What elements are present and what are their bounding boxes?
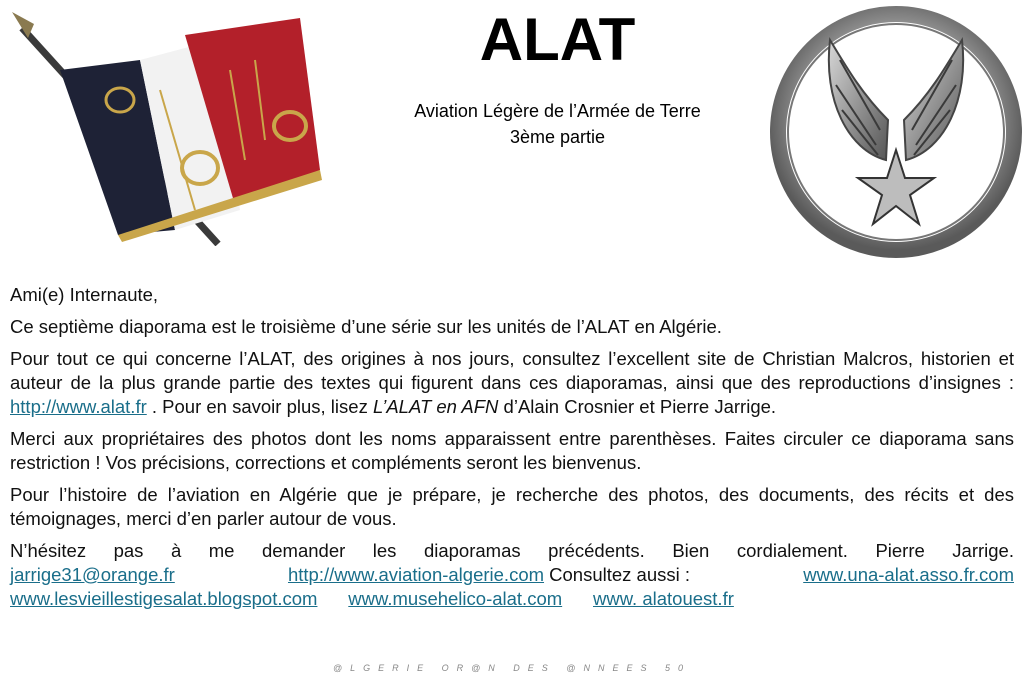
musee-link[interactable]: www.musehelico-alat.com [348, 588, 563, 609]
para2-text-c: d’Alain Crosnier et Pierre Jarrige. [498, 396, 777, 417]
alat-site-link[interactable]: http://www.alat.fr [10, 396, 147, 417]
page-title: ALAT [479, 6, 636, 73]
links-group [288, 563, 690, 587]
body-text [10, 283, 1014, 611]
email-link[interactable]: jarrige31@orange.fr [10, 564, 175, 585]
thanks-paragraph: Merci aux propriétaires des photos dont les noms apparaissent entre parenthèses. Faites circuler ce diaporama sans restriction ! Vos précisions, corrections et compléments seront les bienvenus. [10, 428, 1014, 473]
footer-watermark: @LGERIE OR@N DES @NNEES 50 [333, 663, 691, 673]
aviation-algerie-link[interactable]: http://www.aviation-algerie.com [287, 564, 545, 585]
alatouest-link[interactable]: www. alatouest.fr [593, 588, 734, 609]
insignia-photo [768, 0, 1024, 260]
links-line-2 [10, 587, 1014, 611]
contact-text: N’hésitez pas à me demander les diaporamas précédents. Bien cordialement. Pierre Jarrige. [10, 540, 1014, 561]
subtitle-line-1: Aviation Légère de l’Armée de Terre [414, 101, 701, 121]
consultez-label: Consultez aussi : [549, 564, 691, 585]
page-subtitle [347, 98, 768, 150]
intro-paragraph: Ce septième diaporama est le troisième d’une série sur les unités de l’ALAT en Algérie. [10, 316, 722, 337]
blog-link[interactable]: www.lesvieillestigesalat.blogspot.com [10, 588, 318, 609]
greeting: Ami(e) Internaute, [10, 284, 159, 305]
links-line-1 [10, 563, 1014, 587]
alat-site-paragraph [10, 347, 1014, 419]
book-title: L’ALAT en AFN [372, 396, 499, 417]
contact-paragraph [10, 539, 1014, 611]
una-alat-link[interactable]: www.una-alat.asso.fr.com [803, 564, 1014, 585]
research-paragraph: Pour l’histoire de l’aviation en Algérie que je prépare, je recherche des photos, des documents, des récits et des témoignages, merci d’en parler autour de vous. [10, 484, 1014, 529]
para2-text-b: . Pour en savoir plus, lisez [146, 396, 373, 417]
para2-text-a: Pour tout ce qui concerne l’ALAT, des origines à nos jours, consultez l’excellent site de Christian Malcros, historien et auteur de la plus grande partie des textes qui figurent dans ces diaporamas, ainsi que des reproductions d’insignes : [10, 348, 1014, 393]
subtitle-line-2: 3ème partie [509, 127, 606, 147]
flag-photo [0, 0, 347, 246]
